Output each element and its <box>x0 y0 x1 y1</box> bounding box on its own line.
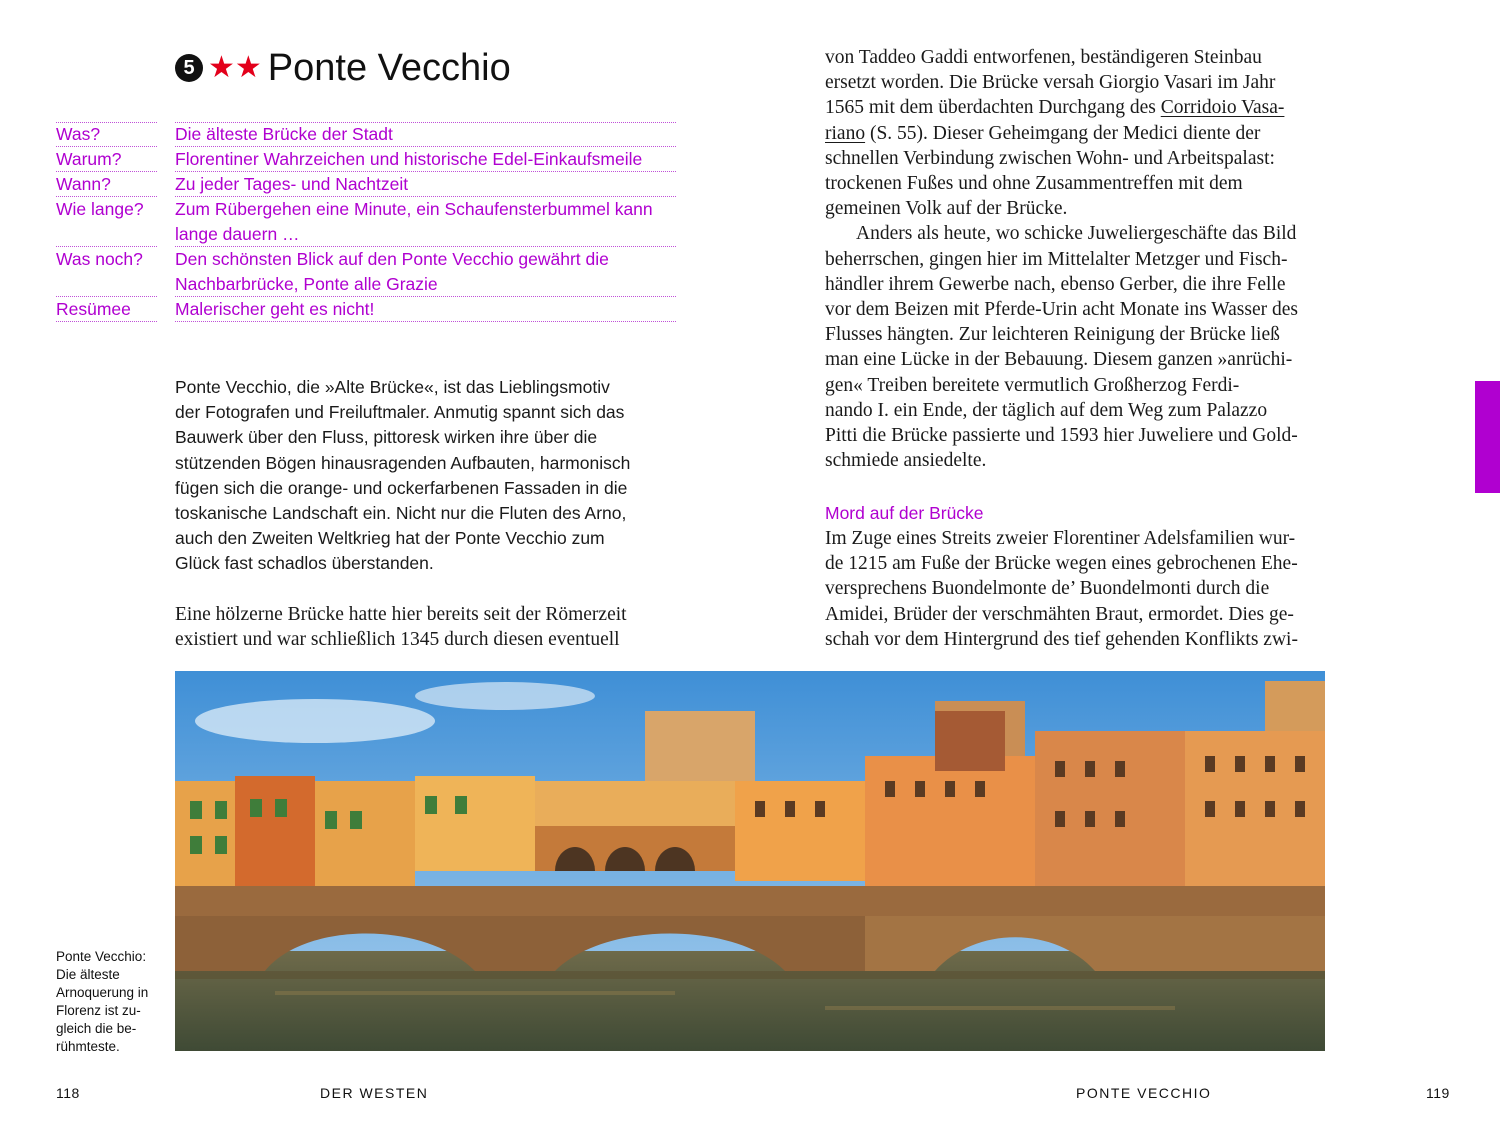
text-line <box>825 95 1325 120</box>
caption-line: Arnoquerung in <box>56 985 149 1000</box>
section-subheading: Mord auf der Brücke <box>825 503 984 523</box>
text-line: händler ihrem Gewerbe nach, ebenso Gerber, die ihre Felle <box>825 273 1286 295</box>
page-title <box>175 44 511 92</box>
text-line: existiert und war schließlich 1345 durch diesen eventuell <box>175 629 620 651</box>
fact-answer-line: Zum Rübergehen eine Minute, ein Schaufensterbummel kann <box>175 199 653 219</box>
photo-caption <box>56 948 156 1056</box>
sight-number-badge: 5 <box>175 54 203 82</box>
body-text-right <box>825 45 1325 473</box>
text-line: schnellen Verbindung zwischen Wohn- und Arbeitspalast: <box>825 147 1275 169</box>
text-span: (S. 55). Dieser Geheimgang der Medici diente der <box>865 122 1261 144</box>
fact-answer-line: Nachbarbrücke, Ponte alle Grazie <box>175 274 438 294</box>
text-line: Flusses hängten. Zur leichteren Reinigung der Brücke ließ <box>825 324 1280 346</box>
fact-answer <box>175 197 676 247</box>
text-line: Im Zuge eines Streits zweier Florentiner Adelsfamilien wur- <box>825 528 1296 549</box>
facts-table <box>56 122 676 322</box>
fact-question: Warum? <box>56 149 122 169</box>
text-line: toskanische Landschaft ein. Nicht nur die Fluten des Arno, <box>175 503 627 524</box>
text-line: auch den Zweiten Weltkrieg hat der Ponte Vecchio zum <box>175 528 605 549</box>
fact-question: Resümee <box>56 299 131 319</box>
intro-paragraph <box>175 375 675 577</box>
fact-row <box>56 297 676 322</box>
text-line: trockenen Fußes und ohne Zusammentreffen mit dem <box>825 173 1243 195</box>
text-line: gemeinen Volk auf der Brücke. <box>825 198 1068 220</box>
body-text-left <box>175 602 675 652</box>
text-line: versprechens Buondelmonte de’ Buondelmonti durch die <box>825 578 1270 600</box>
text-line: man eine Lücke in der Bebauung. Diesem ganzen »anrüchi- <box>825 349 1293 371</box>
caption-line: Florenz ist zu- <box>56 1003 141 1018</box>
fact-question: Wann? <box>56 174 111 194</box>
caption-line: rühmteste. <box>56 1039 120 1054</box>
page-number-left: 118 <box>56 1085 80 1101</box>
caption-line: Ponte Vecchio: <box>56 949 147 964</box>
text-line: Bauwerk über den Fluss, pittoresk wirken ihre über die <box>175 427 598 448</box>
fact-row <box>56 147 676 172</box>
text-line: ersetzt worden. Die Brücke versah Giorgio Vasari im Jahr <box>825 72 1276 94</box>
ponte-vecchio-photo <box>175 671 1325 1051</box>
corridoio-link[interactable]: Corridoio Vasa- <box>1160 97 1285 119</box>
text-line: Anders als heute, wo schicke Juweliergeschäfte das Bild <box>856 223 1297 245</box>
text-line: Ponte Vecchio, die »Alte Brücke«, ist das Lieblingsmotiv <box>175 377 610 397</box>
fact-answer: Die älteste Brücke der Stadt <box>175 124 393 144</box>
section-title-left: DER WESTEN <box>320 1085 429 1101</box>
text-line: Eine hölzerne Brücke hatte hier bereits seit der Römerzeit <box>175 604 627 625</box>
text-line: fügen sich die orange- und ockerfarbenen Fassaden in die <box>175 477 628 498</box>
fact-answer <box>175 247 676 297</box>
text-span: 1565 mit dem überdachten Durchgang des <box>825 97 1161 119</box>
text-line: vor dem Beizen mit Pferde-Urin acht Monate ins Wasser des <box>825 299 1298 321</box>
text-line <box>825 121 1325 146</box>
fact-question: Wie lange? <box>56 199 144 219</box>
text-line: gen« Treiben bereitete vermutlich Großherzog Ferdi- <box>825 374 1240 396</box>
title-text: Ponte Vecchio <box>267 47 511 89</box>
text-line: schmiede ansiedelte. <box>825 450 987 472</box>
caption-line: gleich die be- <box>56 1021 137 1036</box>
fact-row <box>56 247 676 297</box>
fact-row <box>56 197 676 247</box>
text-line: beherrschen, gingen hier im Mittelalter Metzger und Fisch- <box>825 248 1288 270</box>
text-line: Amidei, Brüder der verschmähten Braut, ermordet. Dies ge- <box>825 603 1294 625</box>
text-line: Pitti die Brücke passierte und 1593 hier Juweliere und Gold- <box>825 425 1298 447</box>
text-line: Glück fast schadlos überstanden. <box>175 553 434 574</box>
fact-question: Was noch? <box>56 249 143 269</box>
corridoio-link-cont[interactable]: riano <box>825 122 866 144</box>
fact-answer-line: lange dauern … <box>175 224 300 244</box>
fact-answer-line: Den schönsten Blick auf den Ponte Vecchio gewährt die <box>175 249 609 269</box>
body-text-right-2 <box>825 526 1325 652</box>
rating-stars-icon: ★★ <box>208 51 262 84</box>
fact-answer: Malerischer geht es nicht! <box>175 299 375 319</box>
text-line: de 1215 am Fuße der Brücke wegen eines gebrochenen Ehe- <box>825 553 1298 575</box>
fact-row <box>56 122 676 147</box>
fact-answer: Zu jeder Tages- und Nachtzeit <box>175 174 409 194</box>
text-line: schah vor dem Hintergrund des tief gehenden Konflikts zwi- <box>825 628 1298 650</box>
text-line: nando I. ein Ende, der täglich auf dem Weg zum Palazzo <box>825 399 1268 421</box>
fact-question: Was? <box>56 124 101 144</box>
fact-row <box>56 172 676 197</box>
caption-line: Die älteste <box>56 967 120 982</box>
section-title-right: PONTE VECCHIO <box>1076 1085 1212 1101</box>
text-line: von Taddeo Gaddi entworfenen, beständigeren Steinbau <box>825 47 1262 68</box>
text-line: der Fotografen und Freiluftmaler. Anmutig spannt sich das <box>175 402 625 423</box>
text-line: stützenden Bögen hinausragenden Aufbauten, harmonisch <box>175 452 631 473</box>
page-number-right: 119 <box>1426 1085 1450 1101</box>
chapter-tab-marker <box>1475 381 1500 493</box>
fact-answer: Florentiner Wahrzeichen und historische Edel-Einkaufsmeile <box>175 149 643 169</box>
